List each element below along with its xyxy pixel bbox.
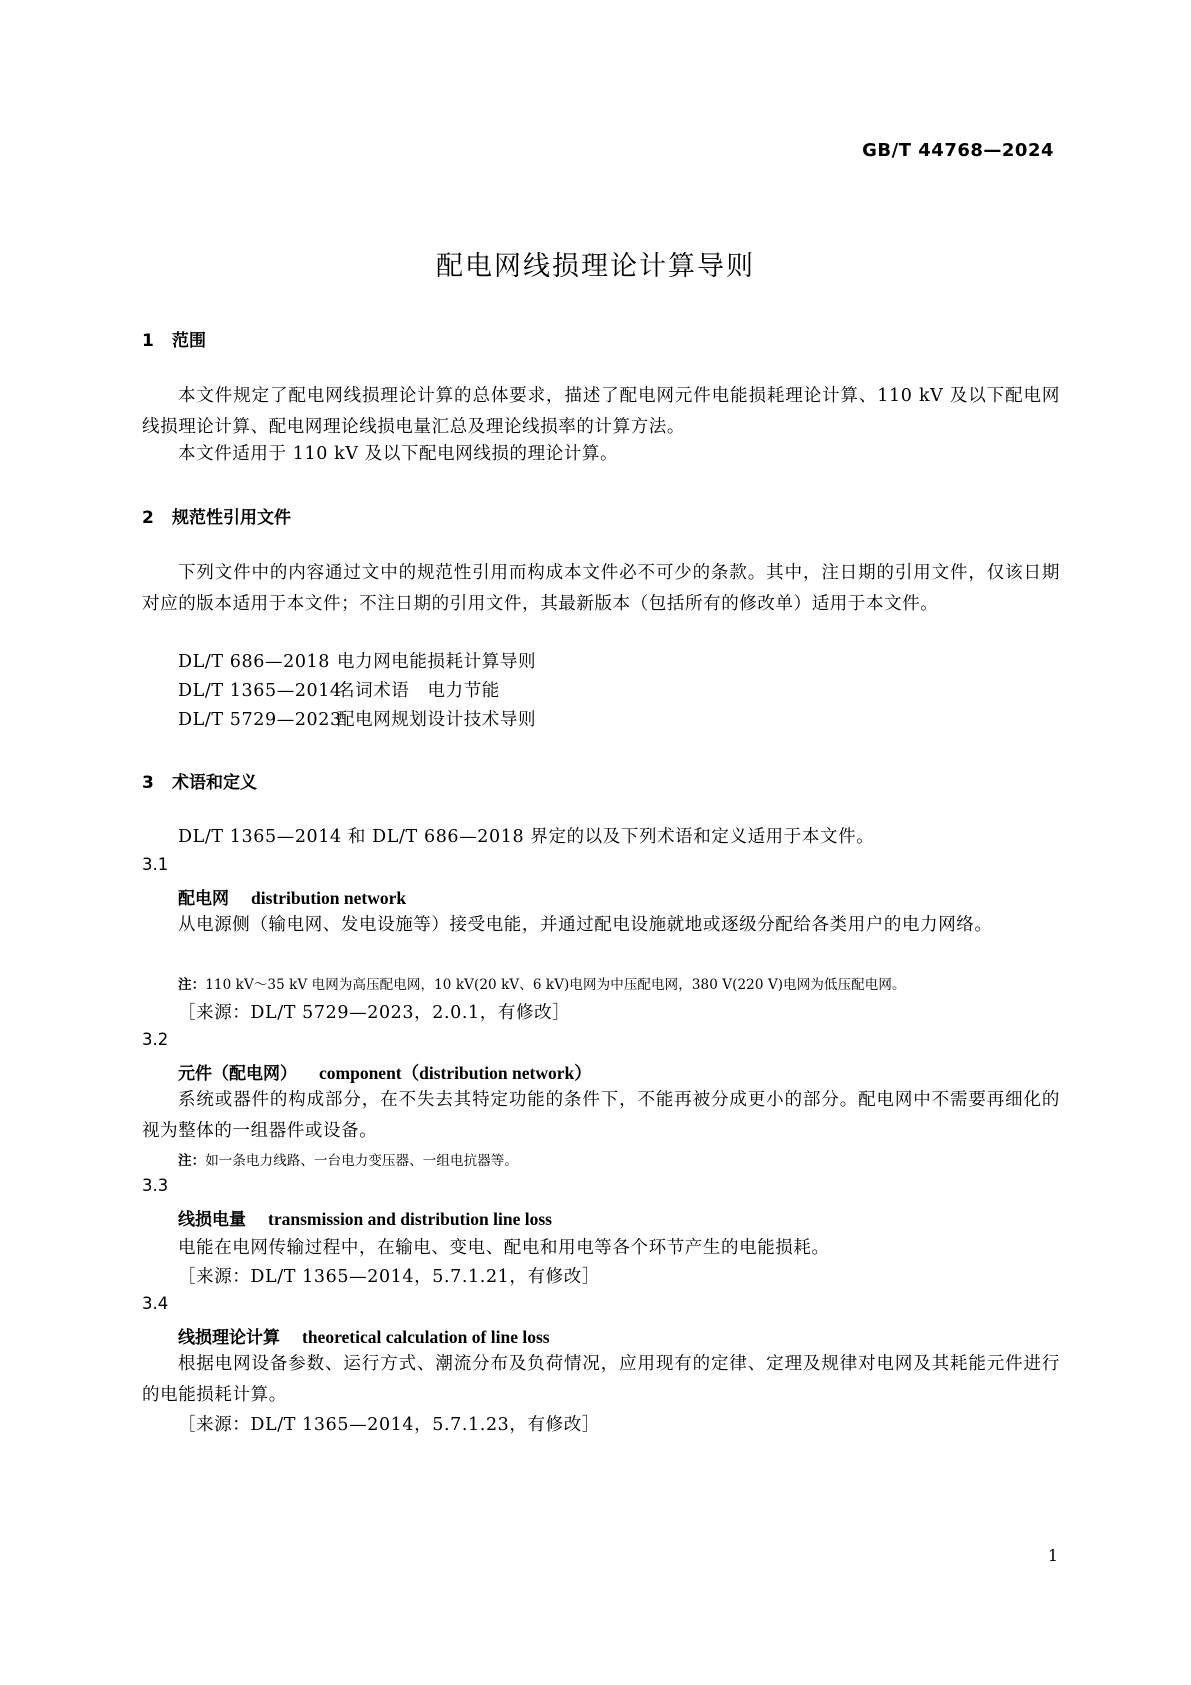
section-number: 3 — [142, 773, 154, 793]
term-chinese: 配电网 — [178, 889, 229, 909]
section-number: 1 — [142, 331, 154, 351]
note-text: 110 kV～35 kV 电网为高压配电网，10 kV(20 kV、6 kV)电网为中压配电网，380 V(220 V)电网为低压配电网。 — [205, 977, 906, 993]
term-heading — [178, 1205, 552, 1230]
term-english: theoretical calculation of line loss — [302, 1327, 550, 1347]
section-1-heading — [142, 326, 1060, 351]
reference-code: DL/T 1365—2014 — [178, 681, 342, 701]
term-number: 3.3 — [142, 1176, 169, 1195]
term-note — [178, 1149, 518, 1169]
term-chinese: 元件（配电网） — [178, 1064, 297, 1084]
term-definition: 从电源侧（输电网、发电设施等）接受电能，并通过配电设施就地或逐级分配给各类用户的电力网络。 — [178, 915, 993, 935]
reference-title: 名词术语 电力节能 — [337, 681, 500, 701]
section-number: 2 — [142, 508, 154, 528]
section-2-heading — [142, 503, 1060, 528]
term-heading — [178, 1059, 592, 1085]
term-source: ［来源：DL/T 1365—2014，5.7.1.23，有修改］ — [178, 1415, 600, 1435]
note-label: 注： — [178, 1153, 206, 1169]
section-1-paragraph-1: 本文件规定了配电网线损理论计算的总体要求，描述了配电网元件电能损耗理论计算、110 kV 及以下配电网线损理论计算、配电网理论线损电量汇总及理论线损率的计算方法。 — [142, 386, 1060, 437]
section-3-heading — [142, 768, 1060, 793]
reference-title: 配电网规划设计技术导则 — [337, 710, 537, 730]
section-title: 术语和定义 — [172, 773, 257, 793]
term-chinese: 线损理论计算 — [178, 1328, 280, 1348]
term-heading — [178, 884, 406, 909]
reference-title: 电力网电能损耗计算导则 — [337, 652, 537, 672]
term-heading — [178, 1323, 550, 1348]
section-2-paragraph-1: 下列文件中的内容通过文中的规范性引用而构成本文件必不可少的条款。其中，注日期的引用文件，仅该日期对应的版本适用于本文件；不注日期的引用文件，其最新版本（包括所有的修改单）适用于本文件。 — [142, 563, 1060, 614]
section-title: 范围 — [172, 331, 206, 351]
term-number: 3.2 — [142, 1030, 169, 1049]
term-definition: 根据电网设备参数、运行方式、潮流分布及负荷情况，应用现有的定律、定理及规律对电网及其耗能元件进行的电能损耗计算。 — [142, 1354, 1060, 1405]
section-1-paragraph-2: 本文件适用于 110 kV 及以下配电网线损的理论计算。 — [178, 444, 619, 464]
note-label: 注： — [178, 977, 206, 993]
reference-item — [178, 677, 500, 702]
term-source: ［来源：DL/T 1365—2014，5.7.1.21，有修改］ — [178, 1267, 600, 1287]
note-text: 如一条电力线路、一台电力变压器、一组电抗器等。 — [205, 1153, 519, 1169]
page-number: 1 — [1047, 1546, 1058, 1565]
section-title: 规范性引用文件 — [172, 508, 291, 528]
reference-item — [178, 706, 536, 731]
page-title: 配电网线损理论计算导则 — [436, 251, 755, 282]
term-note — [178, 973, 906, 993]
reference-item — [178, 648, 536, 673]
section-3-intro: DL/T 1365—2014 和 DL/T 686—2018 界定的以及下列术语和定义适用于本文件。 — [178, 827, 875, 847]
term-number: 3.4 — [142, 1294, 169, 1313]
reference-code: DL/T 5729—2023 — [178, 710, 342, 730]
term-chinese: 线损电量 — [178, 1210, 246, 1230]
term-definition: 电能在电网传输过程中，在输电、变电、配电和用电等各个环节产生的电能损耗。 — [178, 1238, 830, 1258]
term-english: component（distribution network） — [319, 1063, 592, 1083]
term-english: transmission and distribution line loss — [268, 1209, 552, 1229]
term-source: ［来源：DL/T 5729—2023，2.0.1，有修改］ — [178, 1003, 571, 1023]
document-number: GB/T 44768—2024 — [862, 140, 1054, 161]
term-number: 3.1 — [142, 855, 169, 874]
reference-code: DL/T 686—2018 — [178, 652, 331, 672]
term-english: distribution network — [251, 888, 407, 908]
term-definition: 系统或器件的构成部分，在不失去其特定功能的条件下，不能再被分成更小的部分。配电网中不需要再细化的视为整体的一组器件或设备。 — [142, 1090, 1060, 1141]
